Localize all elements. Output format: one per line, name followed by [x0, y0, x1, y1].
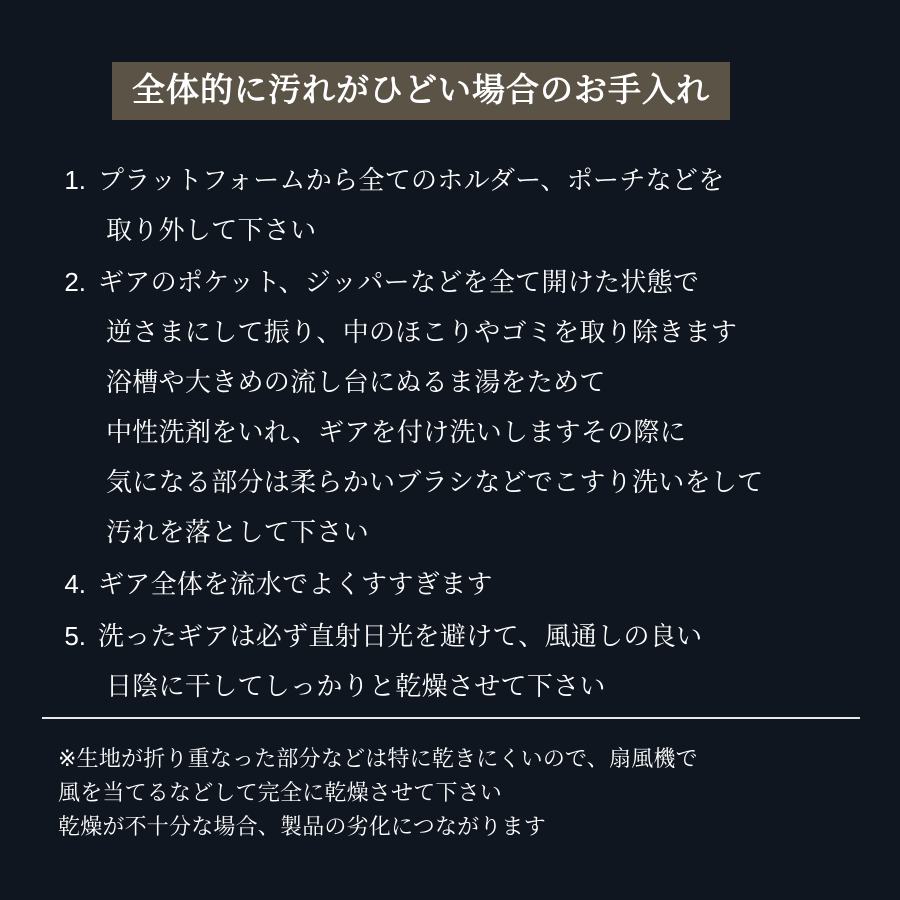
footnotes [58, 742, 868, 844]
step-text-line: 取り外して下さい [106, 215, 317, 245]
divider [42, 717, 860, 719]
page-title: 全体的に汚れがひどい場合のお手入れ [112, 62, 730, 120]
list-item [58, 559, 858, 609]
step-number: 4. [64, 569, 86, 599]
step-text-line: 汚れを落として下さい [106, 517, 370, 547]
step-text-line: ギアのポケット、ジッパーなどを全て開けた状態で [98, 267, 700, 297]
step-text-line: 中性洗剤をいれ、ギアを付け洗いしますその際に [106, 417, 687, 447]
step-text-line: 気になる部分は柔らかいブラシなどでこすり洗いをして [106, 467, 764, 497]
step-text-line: 洗ったギアは必ず直射日光を避けて、風通しの良い [98, 621, 703, 651]
step-text-line: ギア全体を流水でよくすすぎます [98, 569, 493, 599]
step-number: 5. [64, 621, 86, 651]
list-item [58, 155, 858, 255]
step-text-line: 逆さまにして振り、中のほこりやゴミを取り除きます [106, 317, 738, 347]
step-text-line: 浴槽や大きめの流し台にぬるま湯をためて [106, 367, 606, 397]
step-text [98, 155, 858, 255]
list-item [58, 611, 858, 711]
step-number: 1. [64, 165, 86, 195]
step-text-line: 日陰に干してしっかりと乾燥させて下さい [106, 671, 606, 701]
footnote-line: ※生地が折り重なった部分などは特に乾きにくいので、扇風機で [58, 746, 698, 771]
step-number: 2. [64, 267, 86, 297]
list-item [58, 257, 858, 557]
footnote-line: 乾燥が不十分な場合、製品の劣化につながります [58, 814, 546, 839]
title-banner [112, 62, 730, 120]
step-text-line: プラットフォームから全てのホルダー、ポーチなどを [98, 165, 725, 195]
step-text [98, 611, 858, 711]
instruction-steps-list [58, 155, 858, 713]
step-text [98, 257, 858, 557]
footnote-line: 風を当てるなどして完全に乾燥させて下さい [58, 780, 503, 805]
step-text [98, 559, 858, 609]
